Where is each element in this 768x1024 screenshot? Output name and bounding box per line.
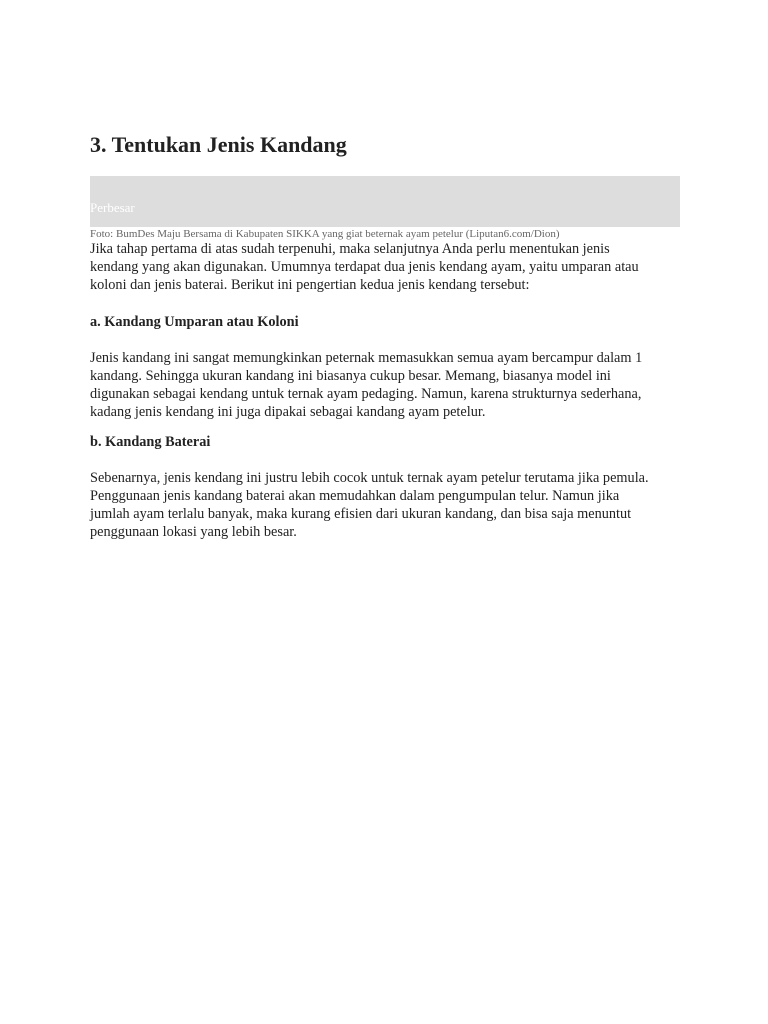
section-b-paragraph: Sebenarnya, jenis kendang ini justru lebih cocok untuk ternak ayam petelur terutama jika pemula. Penggunaan jenis kandang baterai akan memudahkan dalam pengumpulan telur. Namun jika jumlah ayam terlalu banyak, maka kurang efisien dari ukuran kandang, dan bisa saja menuntut penggunaan lokasi yang lebih besar.	[90, 470, 649, 540]
section-a-heading: a. Kandang Umparan atau Koloni	[90, 314, 299, 330]
image-caption: Foto: BumDes Maju Bersama di Kabupaten SIKKA yang giat beternak ayam petelur (Liputan6.com/Dion)	[90, 228, 560, 240]
article-image-placeholder[interactable]	[90, 176, 680, 227]
intro-paragraph: Jika tahap pertama di atas sudah terpenuhi, maka selanjutnya Anda perlu menentukan jenis kendang yang akan digunakan. Umumnya terdapat dua jenis kendang ayam, yaitu umparan atau koloni dan jenis baterai. Berikut ini pengertian kedua jenis kendang tersebut:	[90, 241, 639, 293]
article-title: 3. Tentukan Jenis Kandang	[90, 132, 347, 157]
section-a-paragraph: Jenis kandang ini sangat memungkinkan peternak memasukkan semua ayam bercampur dalam 1 kandang. Sehingga ukuran kandang ini biasanya cukup besar. Memang, biasanya model ini digunakan sebagai kendang untuk ternak ayam pedaging. Namun, karena strukturnya sederhana, kadang jenis kendang ini juga dipakai sebagai kandang ayam petelur.	[90, 350, 643, 420]
section-b-heading: b. Kandang Baterai	[90, 434, 211, 450]
zoom-link[interactable]: Perbesar	[90, 200, 135, 215]
